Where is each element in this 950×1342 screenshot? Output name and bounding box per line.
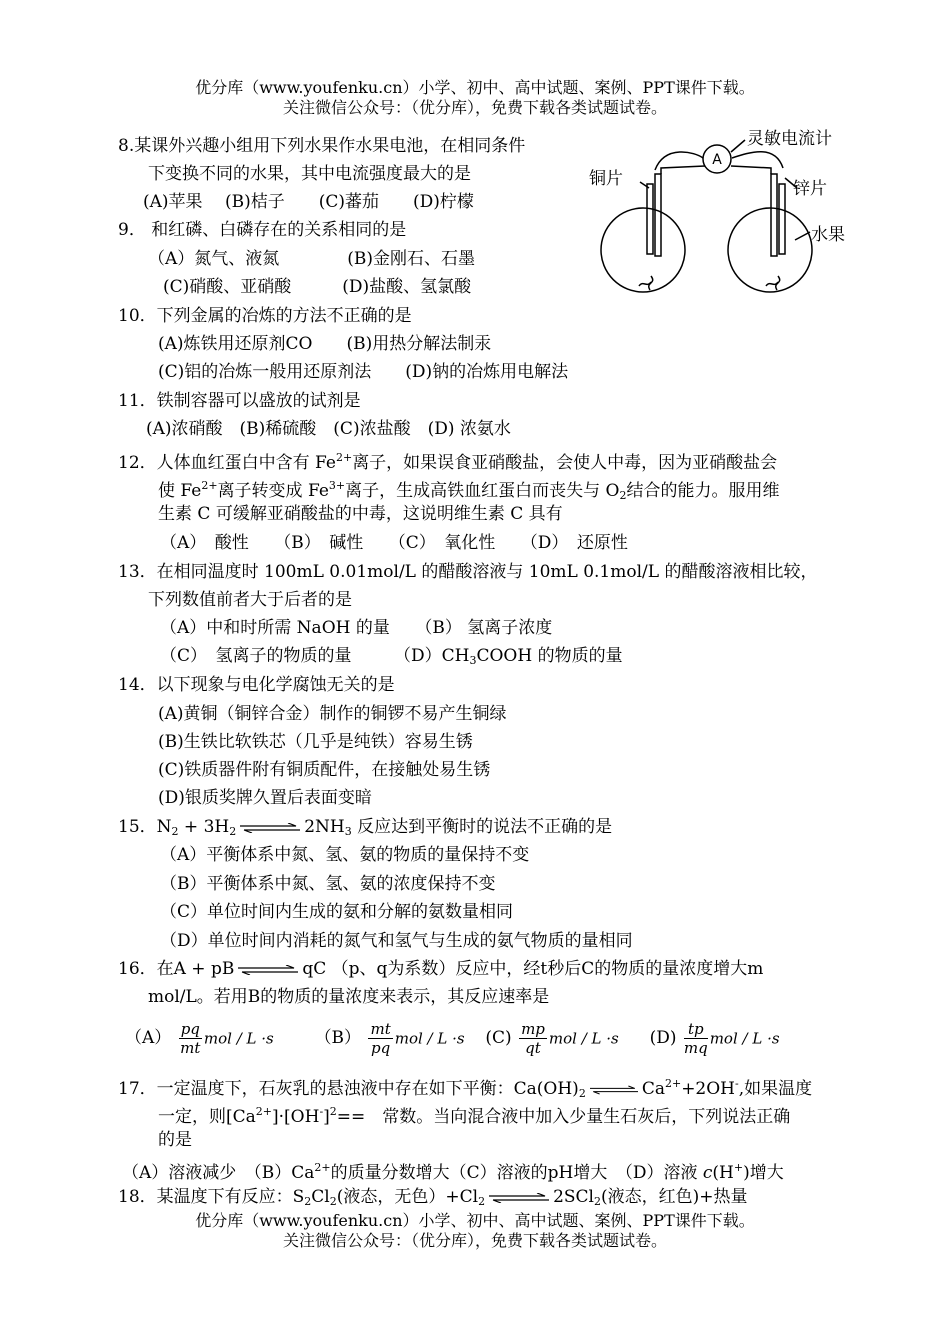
- footer-line-1: 优分库（www.youfenku.cn）小学、初中、高中试题、案例、PPT课件下载。: [195, 1211, 755, 1230]
- q16-fraction-b: $\frac{mt}{pq}$: [370, 1020, 391, 1057]
- q9-stem: 9． 和红磷、白磷存在的关系相同的是: [118, 220, 407, 240]
- q16-line-2: mol/L。若用B的物质的量浓度来表示，其反应速率是: [148, 987, 550, 1007]
- q12-line-1: 12．人体血红蛋白中含有 $Fe^{2+}$离子，如果误食亚硝酸盐，会使人中毒，因为亚硝酸盐会: [118, 451, 778, 473]
- equilibrium-arrow-icon: [489, 1193, 549, 1203]
- q14-opt-d: (D)银质奖牌久置后表面变暗: [158, 788, 372, 808]
- q13-opt-2: （C） 氢离子的物质的量 $(D)CH_3COOH$ 的物质的量: [160, 646, 623, 667]
- q16-fraction-c: $\frac{mp}{qt}$: [521, 1020, 545, 1057]
- q10-stem: 10．下列金属的冶炼的方法不正确的是: [118, 306, 412, 326]
- q15-opt-c: （C）单位时间内生成的氨和分解的氨数量相同: [160, 902, 514, 922]
- header-line-1: 优分库（www.youfenku.cn）小学、初中、高中试题、案例、PPT课件下载。: [195, 78, 755, 97]
- q8-stem-1: 8.某课外兴趣小组用下列水果作水果电池，在相同条件: [118, 136, 526, 156]
- left-fruit: [601, 208, 685, 292]
- meter-label: 灵敏电流计: [747, 129, 832, 149]
- q12-options: （A） 酸性 （B） 碱性 （C） 氧化性 （D） 还原性: [160, 533, 628, 553]
- right-fruit: [728, 208, 812, 292]
- q13-line-2: 下列数值前者大于后者的是: [148, 590, 352, 610]
- header-line-2: 关注微信公众号：（优分库），免费下载各类试题试卷。: [282, 98, 667, 117]
- q15-opt-b: （B）平衡体系中氮、氢、氨的浓度保持不变: [160, 874, 496, 894]
- q18-stem: 18．某温度下有反应：$S_2Cl_2$(液态，无色）$+Cl_2$ 2SCl$_2$(液态，红色)+热量: [118, 1187, 748, 1208]
- q11-stem: 11．铁制容器可以盛放的试剂是: [118, 391, 361, 411]
- zinc-label: 锌片: [793, 179, 827, 199]
- meter-symbol: A: [712, 152, 722, 168]
- q10-opt-1: (A)炼铁用还原剂CO (B)用热分解法制汞: [158, 334, 492, 354]
- fruit-label: 水果: [811, 225, 845, 245]
- fruit-battery-diagram: [585, 122, 860, 307]
- q14-opt-a: (A)黄铜（铜锌合金）制作的铜锣不易产生铜绿: [158, 704, 507, 724]
- q10-opt-2: (C)铝的冶炼一般用还原剂法 (D)钠的冶炼用电解法: [158, 362, 569, 382]
- q15-stem: 15．$N_2 + 3H_2$ $2NH_3$ 反应达到平衡时的说法不正确的是: [118, 817, 613, 838]
- q11-options: (A)浓硝酸 (B)稀硫酸 (C)浓盐酸 (D) 浓氨水: [146, 419, 511, 439]
- q14-opt-b: (B)生铁比软铁芯（几乎是纯铁）容易生锈: [158, 732, 473, 752]
- q17-line-3: 的是: [158, 1130, 192, 1150]
- q16-fraction-d: $\frac{tp}{mq}$: [683, 1020, 708, 1057]
- q15-opt-d: （D）单位时间内消耗的氮气和氢气与生成的氨气物质的量相同: [160, 931, 633, 951]
- q16-line-1: 16．在A + pB qC （p、q为系数）反应中，经t秒后C的物质的量浓度增大m: [118, 959, 764, 979]
- q8-stem-2: 下变换不同的水果，其中电流强度最大的是: [148, 164, 471, 184]
- q13-opt-1: （A）中和时所需 NaOH 的量 （B） 氢离子浓度: [160, 618, 553, 638]
- q9-opt-2: (C)硝酸、亚硝酸 (D)盐酸、氢氯酸: [163, 277, 472, 297]
- equilibrium-arrow-icon: [240, 823, 300, 833]
- q12-line-2: 使 $Fe^{2+}$离子转变成 $Fe^{3+}$离子，生成高铁血红蛋白而丧失与 $O_2$结合的能力。服用维: [158, 479, 780, 502]
- q17-options: （A）溶液减少 $(B)Ca^{2+}$的质量分数增大（C）溶液的pH增大 （D）溶液 c(H+)增大: [122, 1161, 784, 1183]
- q14-opt-c: (C)铁质器件附有铜质配件，在接触处易生锈: [158, 760, 491, 780]
- q17-line-1: 17．一定温度下，石灰乳的悬浊液中存在如下平衡：$Ca(OH)_2$ $Ca^{2+}+2OH^-$,如果温度: [118, 1077, 813, 1100]
- q15-opt-a: （A）平衡体系中氮、氢、氨的物质的量保持不变: [160, 845, 530, 865]
- q16-options: （A） $\frac{pq}{mt}$ mol / L ·s （B） $\frac{mt}{pq}$ mol / L ·s (C) $\frac{mp}{qt}$ mol / L ·s (D) $\frac{tp}{mq}$ mol / L ·s: [125, 1020, 780, 1057]
- copper-plate: [647, 184, 653, 254]
- equilibrium-arrow-icon: [590, 1085, 638, 1095]
- copper-label: 铜片: [589, 169, 623, 189]
- q12-line-3: 生素 C 可缓解亚硝酸盐的中毒，这说明维生素 C 具有: [158, 504, 563, 524]
- q9-opt-1: （A）氮气、液氮 (B)金刚石、石墨: [148, 249, 476, 269]
- q14-stem: 14．以下现象与电化学腐蚀无关的是: [118, 675, 395, 695]
- q17-line-2: 一定，则$[Ca^{2+}]\cdot[OH^-]^2==$ 常数。当向混合液中加入少量生石灰后，下列说法正确: [158, 1105, 791, 1127]
- q13-line-1: 13．在相同温度时 100mL 0.01mol/L 的醋酸溶液与 10mL 0.1mol/L 的醋酸溶液相比较，: [118, 562, 818, 582]
- zinc-plate: [771, 174, 777, 256]
- q8-options: (A)苹果 (B)桔子 (C)蕃茄 (D)柠檬: [143, 192, 474, 212]
- footer-line-2: 关注微信公众号：（优分库），免费下载各类试题试卷。: [282, 1231, 667, 1250]
- q16-fraction-a: $\frac{pq}{mt}$: [180, 1020, 201, 1057]
- equilibrium-arrow-icon: [238, 965, 298, 975]
